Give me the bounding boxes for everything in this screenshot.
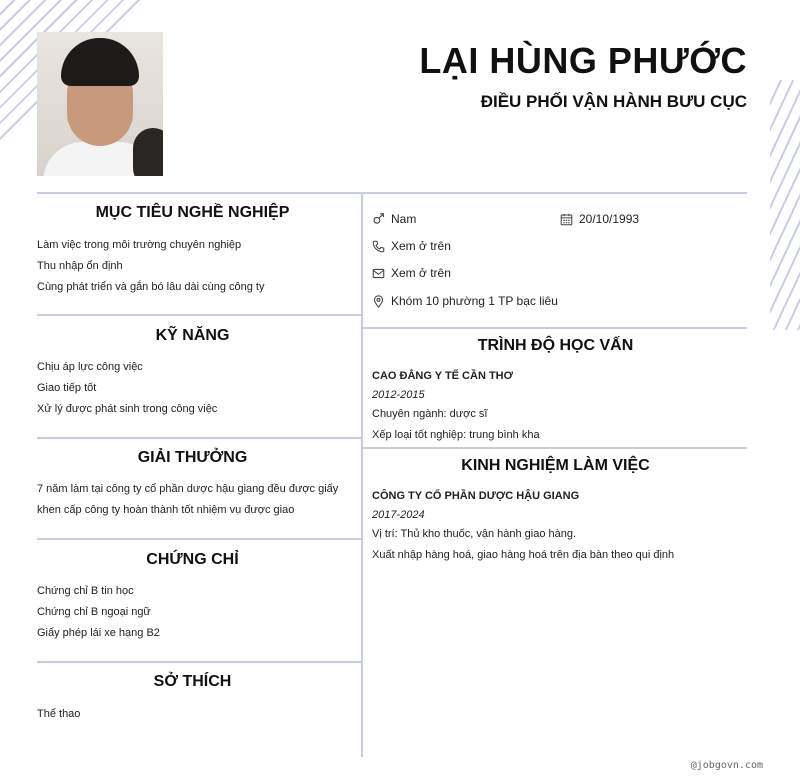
section-divider <box>37 661 361 663</box>
skills-heading: KỸ NĂNG <box>155 327 230 344</box>
objective-item: Làm việc trong môi trường chuyên nghiệp <box>37 239 242 251</box>
top-divider <box>37 192 747 194</box>
birthdate-info <box>560 212 639 226</box>
phone-value: Xem ở trên <box>391 239 451 253</box>
certificate-item: Chứng chỉ B tin học <box>37 585 134 597</box>
education-school: CAO ĐẲNG Y TẾ CẦN THƠ <box>372 370 513 382</box>
education-heading: TRÌNH ĐỘ HỌC VẤN <box>477 337 634 354</box>
section-divider <box>361 327 747 329</box>
section-divider <box>361 447 747 449</box>
phone-icon <box>372 240 385 253</box>
calendar-icon <box>560 213 573 226</box>
experience-position: Vị trí: Thủ kho thuốc, vận hành giao hàng. <box>372 528 577 540</box>
birthdate-value: 20/10/1993 <box>579 212 640 226</box>
gender-info <box>372 212 416 226</box>
objective-item: Cùng phát triển và gắn bó lâu dài cùng công ty <box>37 281 265 293</box>
education-major: Chuyên ngành: dược sĩ <box>372 408 488 420</box>
awards-heading: GIẢI THƯỞNG <box>137 449 248 466</box>
email-info <box>372 266 451 280</box>
certificates-heading: CHỨNG CHỈ <box>146 551 239 568</box>
awards-text: 7 năm làm tại công ty cổ phần dược hậu giang đều được giấy khen cấp công ty hoàn thành tốt nhiệm vụ được giao <box>37 483 339 516</box>
job-title: ĐIỀU PHỐI VẬN HÀNH BƯU CỤC <box>480 92 747 111</box>
experience-heading: KINH NGHIỆM LÀM VIỆC <box>461 457 650 474</box>
watermark: @jobgovn.com <box>690 760 763 771</box>
gender-value: Nam <box>391 212 417 226</box>
objective-item: Thu nhập ổn định <box>37 260 123 272</box>
decorative-stripes-right <box>770 80 800 330</box>
email-value: Xem ở trên <box>391 266 451 280</box>
objective-heading: MỤC TIÊU NGHỀ NGHIỆP <box>95 204 290 221</box>
experience-company: CÔNG TY CỔ PHẦN DƯỢC HẬU GIANG <box>372 490 580 502</box>
address-info <box>372 294 558 308</box>
hobbies-heading: SỞ THÍCH <box>153 673 232 690</box>
skill-item: Chịu áp lực công việc <box>37 361 143 373</box>
section-divider <box>37 538 361 540</box>
experience-period: 2017-2024 <box>372 509 425 521</box>
phone-info <box>372 239 451 253</box>
certificate-item: Chứng chỉ B ngoại ngữ <box>37 606 151 618</box>
address-value: Khóm 10 phường 1 TP bạc liêu <box>391 294 558 308</box>
skill-item: Giao tiếp tốt <box>37 382 97 394</box>
section-divider <box>37 437 361 439</box>
experience-duty: Xuất nhập hàng hoá, giao hàng hoá trên địa bàn theo qui định <box>372 549 675 561</box>
location-icon <box>372 295 385 308</box>
email-icon <box>372 267 385 280</box>
section-divider <box>37 314 361 316</box>
education-grade: Xếp loại tốt nghiệp: trung bình kha <box>372 429 540 441</box>
hobby-item: Thể thao <box>37 708 81 720</box>
candidate-name: LẠI HÙNG PHƯỚC <box>419 40 747 81</box>
gender-icon <box>372 213 385 226</box>
column-divider <box>361 192 363 757</box>
education-period: 2012-2015 <box>372 389 425 401</box>
skill-item: Xử lý được phát sinh trong công việc <box>37 403 218 415</box>
profile-photo <box>37 32 163 176</box>
certificate-item: Giấy phép lái xe hạng B2 <box>37 627 160 639</box>
